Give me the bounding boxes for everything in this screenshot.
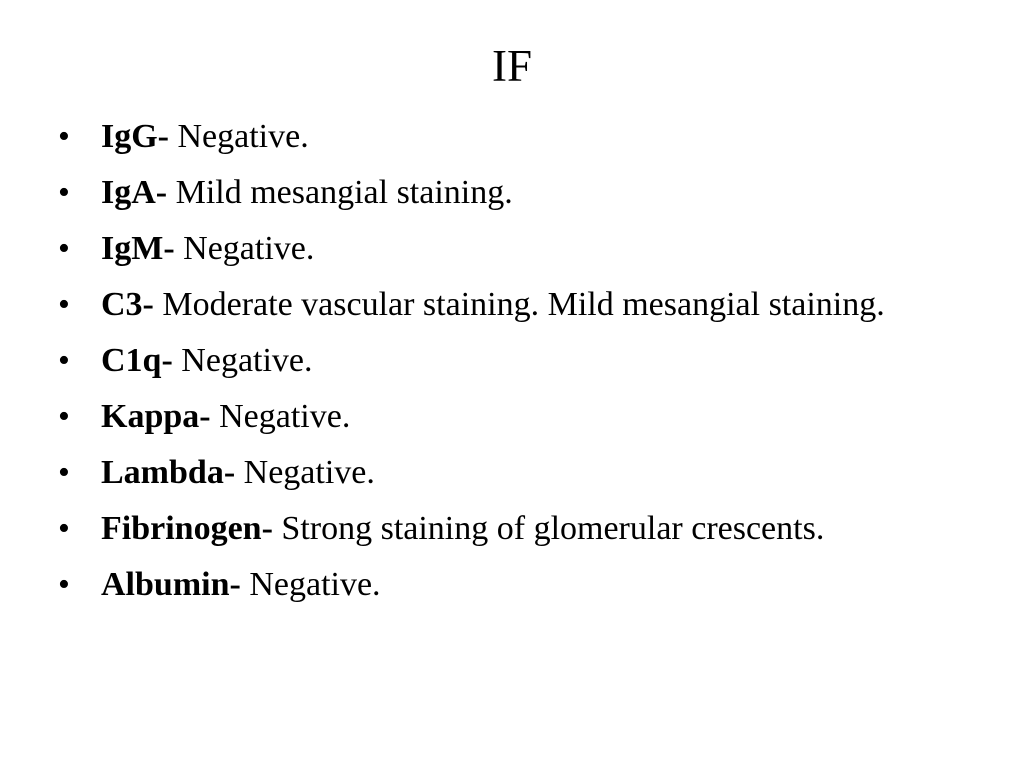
list-item: [58, 562, 958, 608]
item-term: Lambda-: [101, 454, 236, 491]
bullet-icon: •: [58, 174, 70, 211]
list-item: [58, 226, 958, 272]
list-item: [58, 338, 958, 384]
list-item: [58, 394, 958, 440]
item-text: Negative.: [174, 230, 315, 267]
slide-title: IF: [491, 41, 532, 91]
item-text: Moderate vascular staining. Mild mesangial staining.: [153, 286, 885, 323]
list-item: [58, 114, 958, 160]
bullet-icon: •: [58, 342, 70, 379]
bullet-icon: •: [58, 454, 70, 491]
item-term: Kappa-: [101, 398, 211, 435]
bullet-list: [58, 114, 958, 618]
item-text: Negative.: [172, 342, 313, 379]
list-item: [58, 170, 958, 216]
item-text: Negative.: [210, 398, 351, 435]
item-text: Negative.: [240, 566, 381, 603]
item-text: Negative.: [235, 454, 375, 491]
item-term: IgG-: [101, 118, 169, 155]
list-item: [58, 282, 958, 328]
bullet-icon: •: [58, 286, 70, 323]
item-text: Mild mesangial staining.: [167, 174, 513, 211]
list-item: [58, 506, 958, 552]
bullet-icon: •: [58, 398, 70, 435]
item-term: IgM-: [101, 230, 175, 267]
item-term: Albumin-: [101, 566, 241, 603]
bullet-icon: •: [58, 510, 70, 547]
bullet-icon: •: [58, 566, 70, 603]
item-text: Negative.: [169, 118, 309, 155]
item-term: C3-: [101, 286, 154, 323]
bullet-icon: •: [58, 118, 70, 155]
item-term: C1q-: [101, 342, 173, 379]
item-term: Fibrinogen-: [101, 510, 273, 547]
bullet-icon: •: [58, 230, 70, 267]
item-text: Strong staining of glomerular crescents.: [272, 510, 825, 547]
item-term: IgA-: [101, 174, 168, 211]
list-item: [58, 450, 958, 496]
